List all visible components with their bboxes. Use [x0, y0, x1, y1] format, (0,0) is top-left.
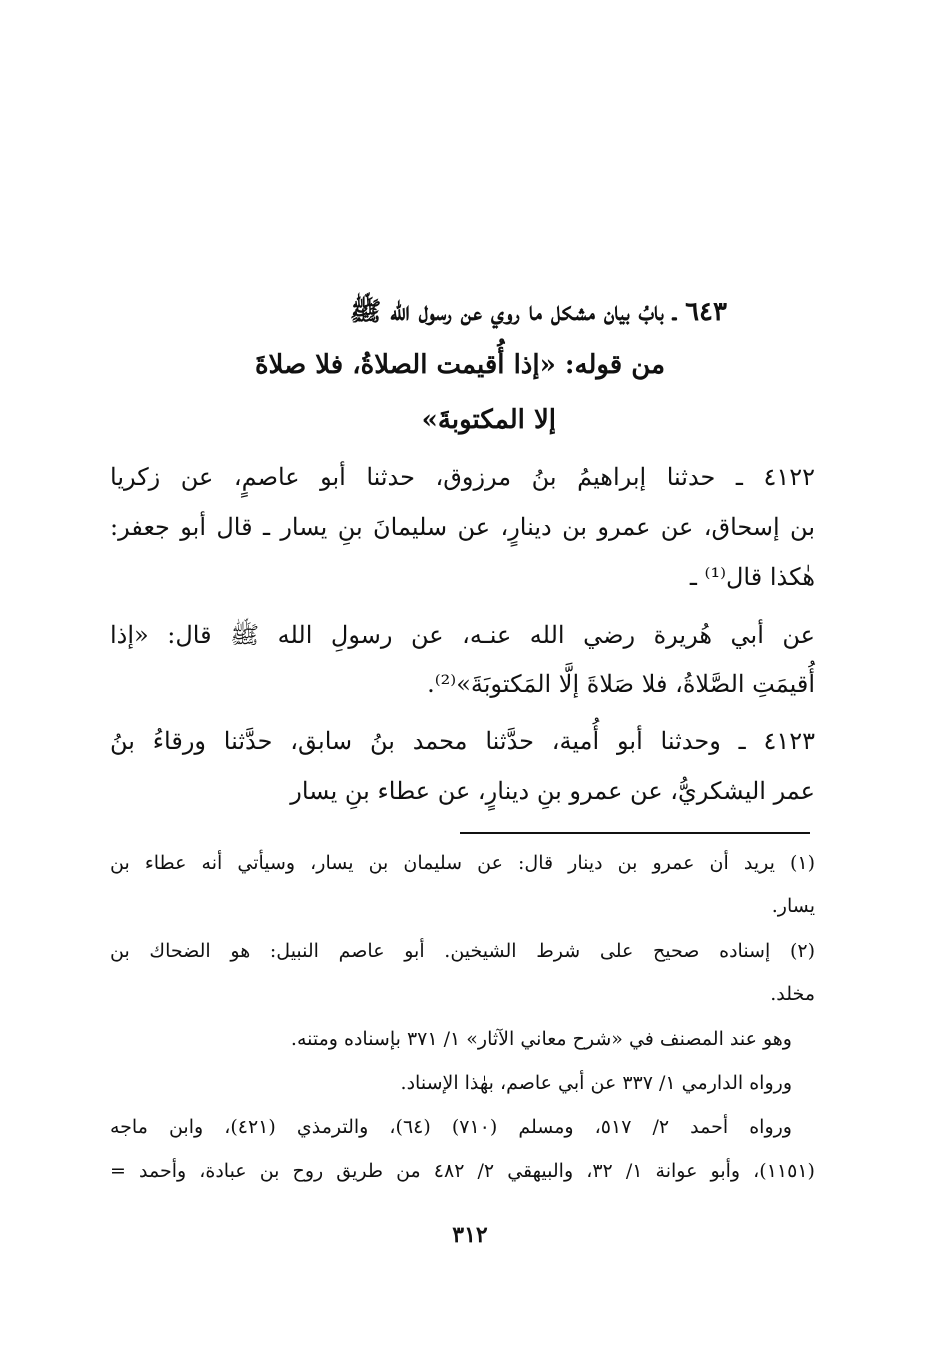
hadith-text-line-2: أُقيمَتِ الصَّلاةُ، فلا صَلاةَ إلَّا المَكتوبَةَ»⁽²⁾.: [427, 670, 815, 698]
footnote-2-line-3: وهو عند المصنف في «شرح معاني الآثار» ١/ ٣٧١ بإسناده ومتنه.: [290, 1028, 792, 1050]
chapter-title-line-2: من قوله: «إذا أُقيمت الصلاةُ، فلا صلاةَ: [254, 350, 665, 380]
page-number: ٣١٢: [452, 1222, 488, 1248]
footnote-1-line-2: يسار.: [771, 895, 815, 917]
footnote-2-line-4: ورواه الدارمي ١/ ٣٣٧ عن أبي عاصم، بهٰذا الإسناد.: [400, 1072, 792, 1094]
footnote-2-line-5: ورواه أحمد ٢/ ٥١٧، ومسلم (٧١٠) (٦٤)، والترمذي (٤٢١)، وابن ماجه: [110, 1116, 792, 1138]
hadith-4122-line-1: ٤١٢٢ ـ حدثنا إبراهيمُ بنُ مرزوق، حدثنا أبو عاصمٍ، عن زكريا: [110, 463, 815, 491]
hadith-4123-line-1: ٤١٢٣ ـ وحدثنا أبو أُمية، حدَّثنا محمد بنُ سابق، حدَّثنا ورقاءُ بنُ: [110, 727, 816, 755]
chapter-title-line-3: إلا المكتوبةَ»: [421, 405, 556, 435]
hadith-4122-line-3: هٰكذا قال⁽¹⁾ ـ: [689, 563, 815, 591]
hadith-4122-line-2: بن إسحاق، عن عمرو بن دينارٍ، عن سليمانَ بنِ يسار ـ قال أبو جعفر:: [110, 513, 815, 541]
hadith-4123-line-2: عمر اليشكريُّ، عن عمرو بنِ دينارٍ، عن عطاء بنِ يسار: [290, 777, 815, 805]
footnote-2-line-2: مخلد.: [770, 983, 815, 1005]
footnote-2-line-6: (١١٥١)، وأبو عوانة ١/ ٣٢، والبيهقي ٢/ ٤٨٢ من طريق روح بن عبادة، وأحمد =: [110, 1160, 815, 1182]
footnote-2-line-1: (٢) إسناده صحيح على شرط الشيخين. أبو عاصم النبيل: هو الضحاك بن: [110, 940, 815, 962]
footnote-1-line-1: (١) يريد أن عمرو بن دينار قال: عن سليمان بن يسار، وسيأتي أنه عطاء بن: [110, 852, 815, 874]
chapter-title-line-1: ٦٤٣ ـ بابُ بيان مشكل ما روي عن رسول الله ﷺ: [349, 297, 727, 327]
footnote-separator: [460, 832, 810, 834]
hadith-text-line-1: عن أبي هُريرة رضي الله عنـه، عن رسولِ الله ﷺ قال: «إذا: [110, 621, 815, 649]
